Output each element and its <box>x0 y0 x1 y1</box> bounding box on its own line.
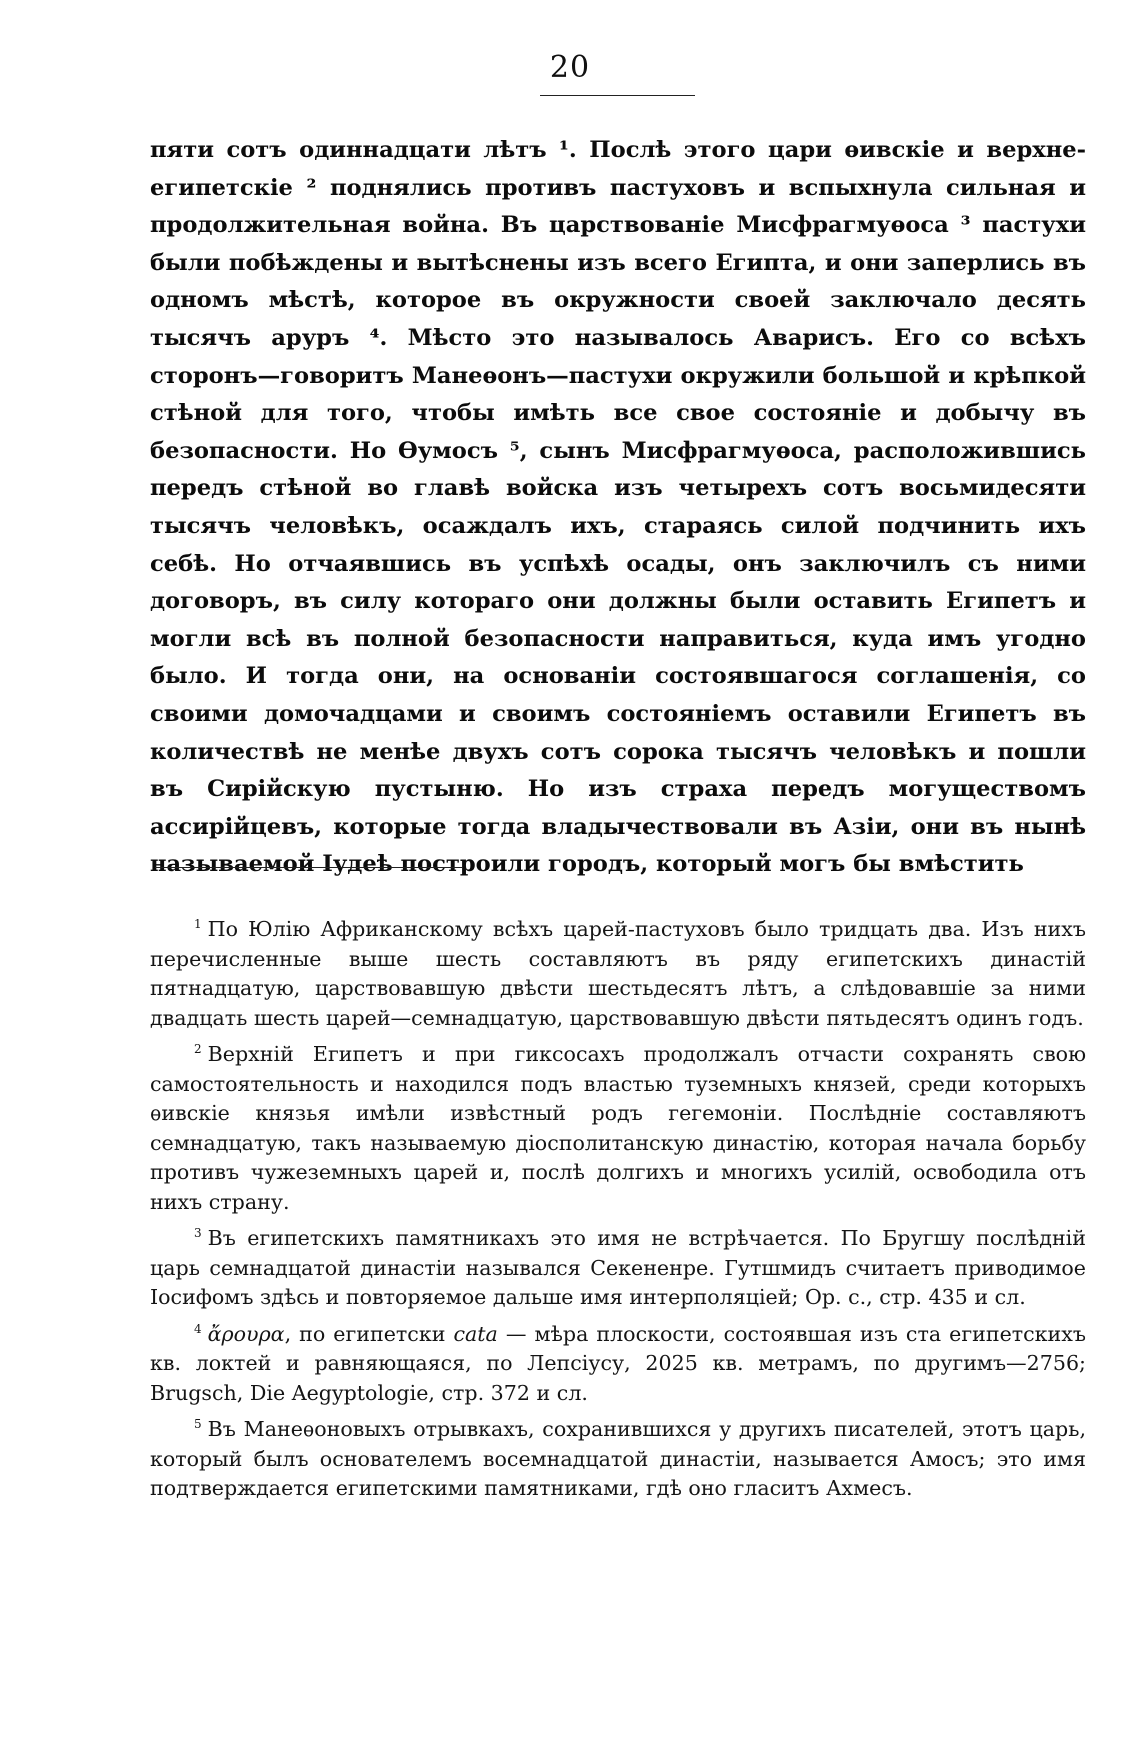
footnote-text: , по египетски <box>284 1321 454 1346</box>
footnote-1 <box>150 915 1086 1033</box>
footnote-marker: 1 <box>194 917 202 932</box>
page-number-rule <box>540 95 695 96</box>
footnote-text: Въ Манеѳоновыхъ отрывкахъ, сохранившихся у другихъ писателей, этотъ царь, который былъ основателемъ восемнадцатой династіи, называется Амосъ; это имя подтверждается египетскими памятниками, гдѣ оно гласитъ Ахмесъ. <box>150 1417 1086 1500</box>
greek-term: ἄρουρα <box>207 1321 285 1346</box>
footnote-5 <box>150 1415 1086 1504</box>
footnote-4 <box>150 1320 1086 1409</box>
footnote-marker: 4 <box>194 1321 202 1336</box>
footnote-text: По Юлію Африканскому всѣхъ царей-пастуховъ было тридцать два. Изъ нихъ перечисленные выше шесть составляютъ въ ряду египетскихъ династій пятнадцатую, царствовавшую двѣсти шестьдесятъ лѣтъ, а слѣдовавшіе за ними двадцать шесть царей—семнадцатую, царствовавшую двѣсти пятьдесятъ одинъ годъ. <box>150 917 1086 1030</box>
page-number: 20 <box>549 50 591 85</box>
footnote-marker: 3 <box>194 1226 202 1241</box>
main-text: пяти сотъ одиннадцати лѣтъ ¹. Послѣ этого цари ѳивскіе и верхне-египетскіе ² поднялись противъ пастуховъ и вспыхнула сильная и продолжительная война. Въ царствованіе Мисфрагмуѳоса ³ пастухи были побѣждены и вытѣснены изъ всего Египта, и они заперлись въ одномъ мѣстѣ, которое въ окружности своей заключало десять тысячъ аруръ ⁴. Мѣсто это называлось Аварисъ. Его со всѣхъ сторонъ—говоритъ Манеѳонъ—пастухи окружили большой и крѣпкой стѣной для того, чтобы имѣть все свое состояніе и добычу въ безопасности. Но Ѳумосъ ⁵, сынъ Мисфрагмуѳоса, расположившись передъ стѣной во главѣ войска изъ четырехъ сотъ восьмидесяти тысячъ человѣкъ, осаждалъ ихъ, стараясь силой подчинить ихъ себѣ. Но отчаявшись въ успѣхѣ осады, онъ заключилъ съ ними договоръ, въ силу котораго они должны были оставить Египетъ и могли всѣ въ полной безопасности направиться, куда имъ угодно было. И тогда они, на основаніи состоявшагося соглашенія, со своими домочадцами и своимъ состояніемъ оставили Египетъ въ количествѣ не менѣе двухъ сотъ сорока тысячъ человѣкъ и пошли въ Сирійскую пустыню. Но изъ страха передъ могуществомъ ассирійцевъ, которые тогда владычествовали въ Азіи, они въ нынѣ называемой Іудеѣ построили городъ, который могъ бы вмѣстить <box>150 137 1086 878</box>
footnote-2 <box>150 1040 1086 1217</box>
footnote-text: Въ египетскихъ памятникахъ это имя не встрѣчается. По Бругшу послѣдній царь семнадцатой династіи назывался Секененре. Гутшмидъ считаетъ приводимое Іосифомъ здѣсь и повторяемое дальше имя интерполяціей; Ор. с., стр. 435 и сл. <box>150 1226 1086 1309</box>
egyptian-term: сata <box>453 1321 498 1346</box>
footnote-3 <box>150 1224 1086 1313</box>
footnote-marker: 5 <box>194 1417 202 1432</box>
footnote-marker: 2 <box>194 1042 202 1057</box>
footnote-separator <box>155 867 463 868</box>
footnote-text: — мѣра плоскости, состоявшая изъ ста египетскихъ кв. локтей и равняющаяся, по Лепсіусу, 2025 кв. метрамъ, по другимъ—2756; Brugsch, Die Aegyptologie, стр. 372 и сл. <box>150 1321 1087 1405</box>
footnote-text: Верхній Египетъ и при гиксосахъ продолжалъ отчасти сохранять свою самостоятельность и находился подъ властью туземныхъ князей, среди которыхъ ѳивскіе князья имѣли извѣстный родъ гегемоніи. Послѣдніе составляютъ семнадцатую, такъ называемую діосполитанскую династію, которая начала борьбу противъ чужеземныхъ царей и, послѣ долгихъ и многихъ усилій, освободила отъ нихъ страну. <box>150 1042 1086 1214</box>
footnotes <box>150 915 1086 1511</box>
